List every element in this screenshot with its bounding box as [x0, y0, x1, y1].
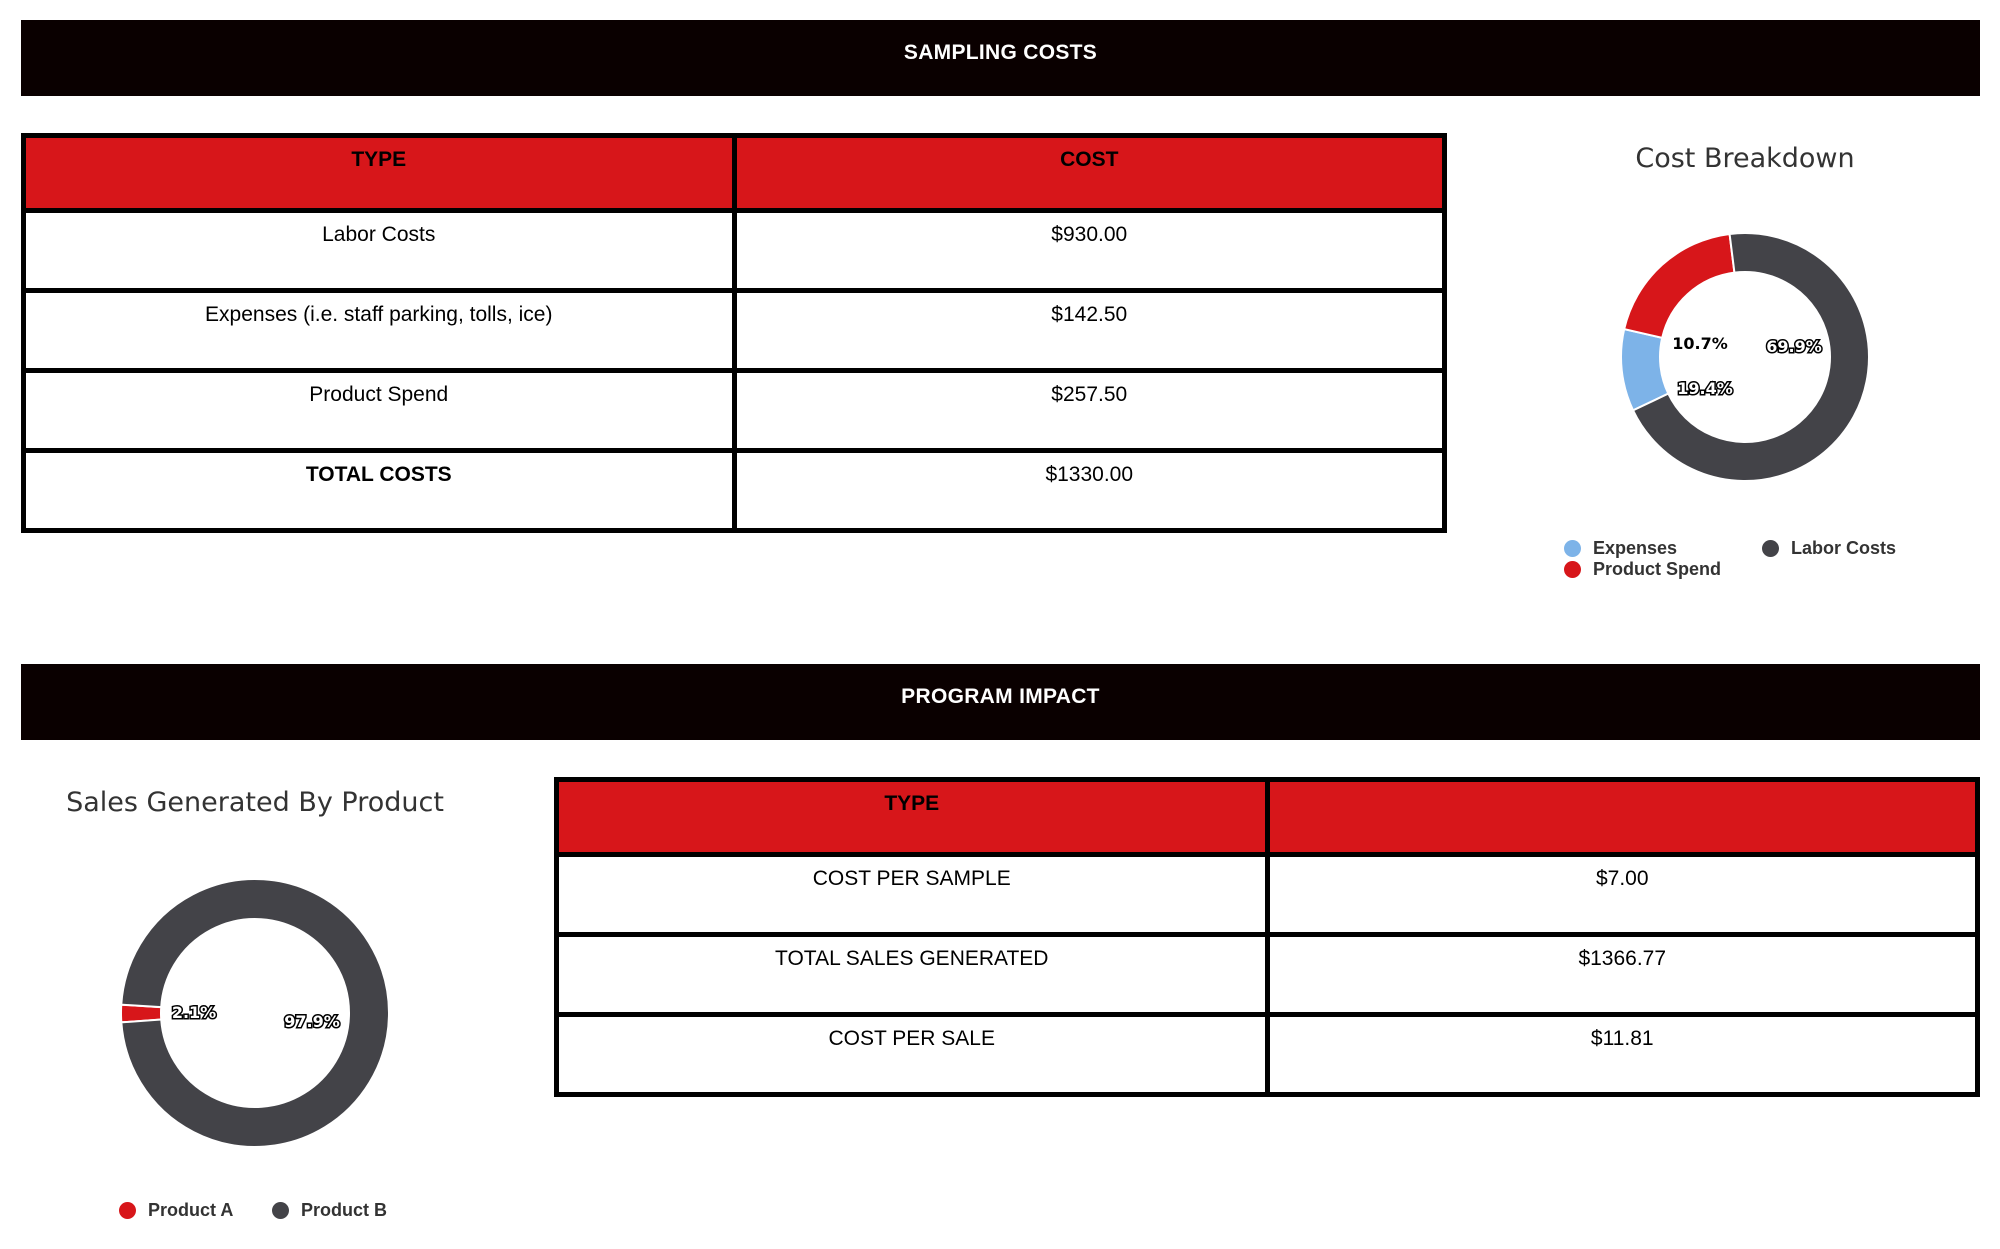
cell-type: Product Spend — [24, 371, 735, 451]
legend-label: Labor Costs — [1791, 538, 1897, 558]
cell-value: $1366.77 — [1267, 935, 1978, 1015]
table-header-row — [24, 136, 1445, 211]
legend-item-product-a[interactable] — [119, 1200, 233, 1221]
legend-dot-icon — [119, 1202, 136, 1219]
data-label-expenses: 10.7% — [1672, 334, 1728, 353]
table-row — [24, 291, 1445, 371]
table-row — [557, 855, 1978, 935]
column-header-value — [1267, 780, 1978, 855]
sales-by-product-title: Sales Generated By Product — [66, 787, 444, 818]
legend-item-labor-costs[interactable] — [1762, 538, 1896, 559]
data-label-product-spend: 19.4% — [1677, 379, 1733, 398]
table-row — [24, 211, 1445, 291]
cell-value: $7.00 — [1267, 855, 1978, 935]
cell-total-cost: $1330.00 — [734, 451, 1445, 531]
data-label-product-a: 2.1% — [171, 1003, 217, 1022]
cell-type: TOTAL SALES GENERATED — [557, 935, 1268, 1015]
cost-breakdown-title: Cost Breakdown — [1635, 143, 1855, 174]
table-row — [557, 935, 1978, 1015]
column-header-type: TYPE — [24, 136, 735, 211]
legend-dot-icon — [1762, 540, 1779, 557]
sampling-costs-table — [21, 133, 1447, 533]
legend-item-product-spend[interactable] — [1564, 559, 1721, 580]
legend-label: Expenses — [1593, 538, 1678, 558]
cell-type: COST PER SAMPLE — [557, 855, 1268, 935]
table-row-total — [24, 451, 1445, 531]
cell-type: COST PER SALE — [557, 1015, 1268, 1095]
legend-dot-icon — [1564, 561, 1581, 578]
legend-label: Product B — [301, 1200, 388, 1220]
data-label-labor-costs: 69.9% — [1766, 337, 1822, 356]
cell-cost: $142.50 — [734, 291, 1445, 371]
legend-label: Product A — [148, 1200, 234, 1220]
table-header-row — [557, 780, 1978, 855]
legend-dot-icon — [272, 1202, 289, 1219]
cell-cost: $257.50 — [734, 371, 1445, 451]
cost-breakdown-donut — [1620, 232, 1870, 482]
legend-dot-icon — [1564, 540, 1581, 557]
cell-total-label: TOTAL COSTS — [24, 451, 735, 531]
program-impact-table — [554, 777, 1980, 1097]
cell-type: Expenses (i.e. staff parking, tolls, ice) — [24, 291, 735, 371]
column-header-type: TYPE — [557, 780, 1268, 855]
cell-cost: $930.00 — [734, 211, 1445, 291]
slice-product-spend[interactable] — [1624, 234, 1734, 338]
table-row — [557, 1015, 1978, 1095]
column-header-cost: COST — [734, 136, 1445, 211]
sales-by-product-donut — [120, 878, 390, 1148]
legend-item-expenses[interactable] — [1564, 538, 1677, 559]
data-label-product-b: 97.9% — [284, 1012, 340, 1031]
legend-item-product-b[interactable] — [272, 1200, 387, 1221]
legend-label: Product Spend — [1593, 559, 1722, 579]
sampling-costs-banner: SAMPLING COSTS — [21, 20, 1980, 96]
program-impact-banner: PROGRAM IMPACT — [21, 664, 1980, 740]
table-row — [24, 371, 1445, 451]
cell-value: $11.81 — [1267, 1015, 1978, 1095]
cell-type: Labor Costs — [24, 211, 735, 291]
